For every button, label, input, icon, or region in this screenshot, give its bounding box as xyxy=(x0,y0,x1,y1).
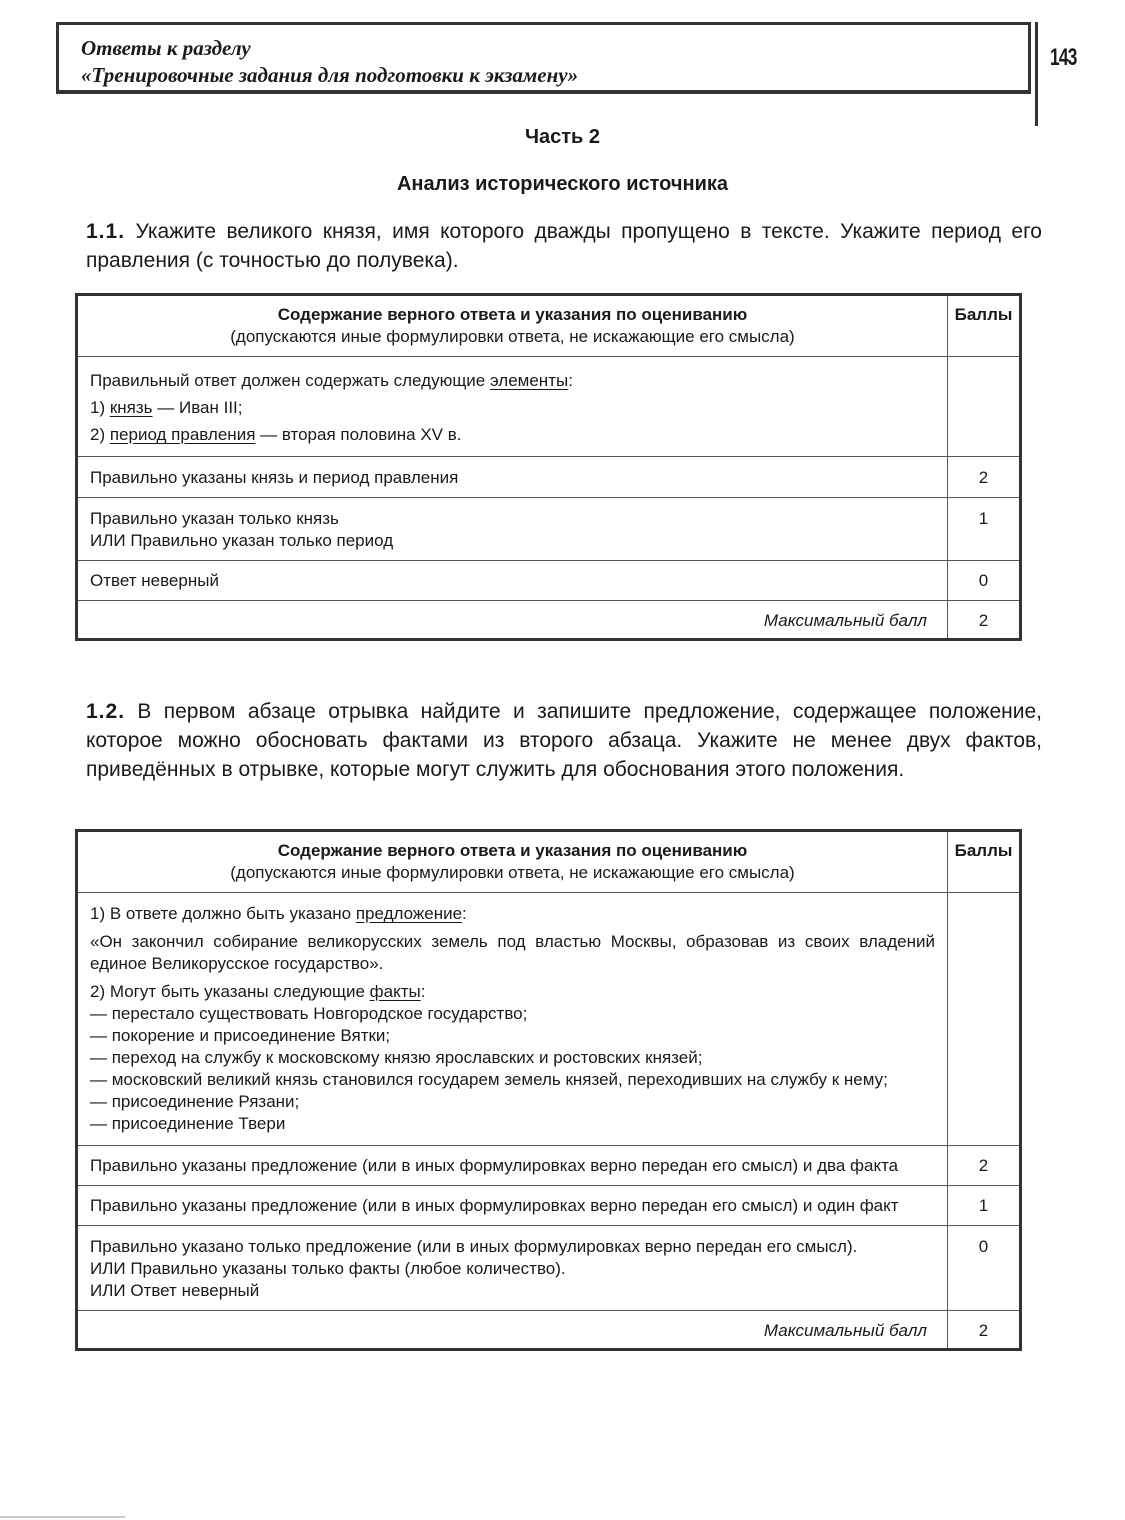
max-score-value: 2 xyxy=(948,1311,1021,1350)
section-title: Анализ исторического источника xyxy=(396,173,728,195)
answer-points-cell xyxy=(948,893,1021,1146)
margin-rule xyxy=(1035,22,1038,126)
question-1-2 xyxy=(86,697,1042,784)
header-sub: (допускаются иные формулировки ответа, не искажающие его смысла) xyxy=(230,327,795,346)
table-row xyxy=(77,1226,1021,1311)
answer-intro: Правильный ответ должен содержать следующие элементы: xyxy=(90,371,573,390)
points-cell: 0 xyxy=(948,1226,1021,1311)
criteria-cell: Правильно указано только предложение (или в иных формулировках верно передан его смысл). ИЛИ Правильно указаны только факты (любое количество). ИЛИ Ответ неверный xyxy=(77,1226,948,1311)
header-content-cell xyxy=(77,295,948,357)
table-header-row xyxy=(77,831,1021,893)
header-points: Баллы xyxy=(948,831,1021,893)
max-score-row xyxy=(77,601,1021,640)
table-row xyxy=(77,498,1021,561)
question-1-1 xyxy=(86,217,1042,275)
max-score-label: Максимальный балл xyxy=(77,601,948,640)
answer-point-1: 1) В ответе должно быть указано предложение: xyxy=(90,904,467,923)
part-title: Часть 2 xyxy=(524,126,601,148)
section-header-box xyxy=(56,22,1031,94)
footer-rule xyxy=(0,1516,125,1518)
question-number: 1.1. xyxy=(86,220,126,243)
table-row xyxy=(77,1186,1021,1226)
page-number: 143 xyxy=(1050,44,1077,71)
points-cell: 1 xyxy=(948,498,1021,561)
points-cell: 2 xyxy=(948,457,1021,498)
table-row xyxy=(77,561,1021,601)
header-content-cell xyxy=(77,831,948,893)
question-text: В первом абзаце отрывка найдите и запишите предложение, содержащее положение, которое можно обосновать фактами из второго абзаца. Укажите не менее двух фактов, приведённых в отрывке, которые могут служить для обоснования этого положения. xyxy=(86,700,1042,781)
criteria-cell: Правильно указаны предложение (или в иных формулировках верно передан его смысл) и один факт xyxy=(77,1186,948,1226)
fact-item: — присоединение Рязани; xyxy=(90,1092,300,1111)
header-sub: (допускаются иные формулировки ответа, не искажающие его смысла) xyxy=(230,863,795,882)
fact-item: — перестало существовать Новгородское государство; xyxy=(90,1004,528,1023)
fact-item: — присоединение Твери xyxy=(90,1114,286,1133)
criteria-cell: Правильно указаны князь и период правления xyxy=(77,457,948,498)
header-points: Баллы xyxy=(948,295,1021,357)
answer-item-1: 1) князь — Иван III; xyxy=(90,398,243,417)
fact-item: — переход на службу к московскому князю ярославских и ростовских князей; xyxy=(90,1048,703,1067)
points-cell: 2 xyxy=(948,1146,1021,1186)
answer-quote: «Он закончил собирание великорусских земель под властью Москвы, образовав из своих владений единое Великорусское государство». xyxy=(90,932,935,973)
criteria-cell: Правильно указаны предложение (или в иных формулировках верно передан его смысл) и два факта xyxy=(77,1146,948,1186)
answer-row xyxy=(77,893,1021,1146)
criteria-cell: Ответ неверный xyxy=(77,561,948,601)
answer-points-cell xyxy=(948,357,1021,457)
max-score-row xyxy=(77,1311,1021,1350)
scoring-table-1-1 xyxy=(75,293,1022,641)
answer-cell xyxy=(77,357,948,457)
table-header-row xyxy=(77,295,1021,357)
answer-item-2: 2) период правления — вторая половина XV в. xyxy=(90,425,462,444)
points-cell: 0 xyxy=(948,561,1021,601)
table-row xyxy=(77,457,1021,498)
question-number: 1.2. xyxy=(86,700,126,723)
fact-item: — покорение и присоединение Вятки; xyxy=(90,1026,391,1045)
answer-cell xyxy=(77,893,948,1146)
header-line-1: Ответы к разделу xyxy=(81,36,251,60)
answer-row xyxy=(77,357,1021,457)
question-text: Укажите великого князя, имя которого дважды пропущено в тексте. Укажите период его правления (с точностью до полувека). xyxy=(86,220,1042,272)
table-row xyxy=(77,1146,1021,1186)
fact-item: — московский великий князь становился государем земель князей, переходивших на службу к нему; xyxy=(90,1070,888,1089)
points-cell: 1 xyxy=(948,1186,1021,1226)
scoring-table-1-2 xyxy=(75,829,1022,1351)
header-line-2: «Тренировочные задания для подготовки к экзамену» xyxy=(81,63,579,87)
max-score-label: Максимальный балл xyxy=(77,1311,948,1350)
header-main: Содержание верного ответа и указания по оцениванию xyxy=(277,305,748,324)
header-main: Содержание верного ответа и указания по оцениванию xyxy=(277,841,748,860)
criteria-cell: Правильно указан только князь ИЛИ Правильно указан только период xyxy=(77,498,948,561)
answer-point-2: 2) Могут быть указаны следующие факты: xyxy=(90,982,426,1001)
max-score-value: 2 xyxy=(948,601,1021,640)
